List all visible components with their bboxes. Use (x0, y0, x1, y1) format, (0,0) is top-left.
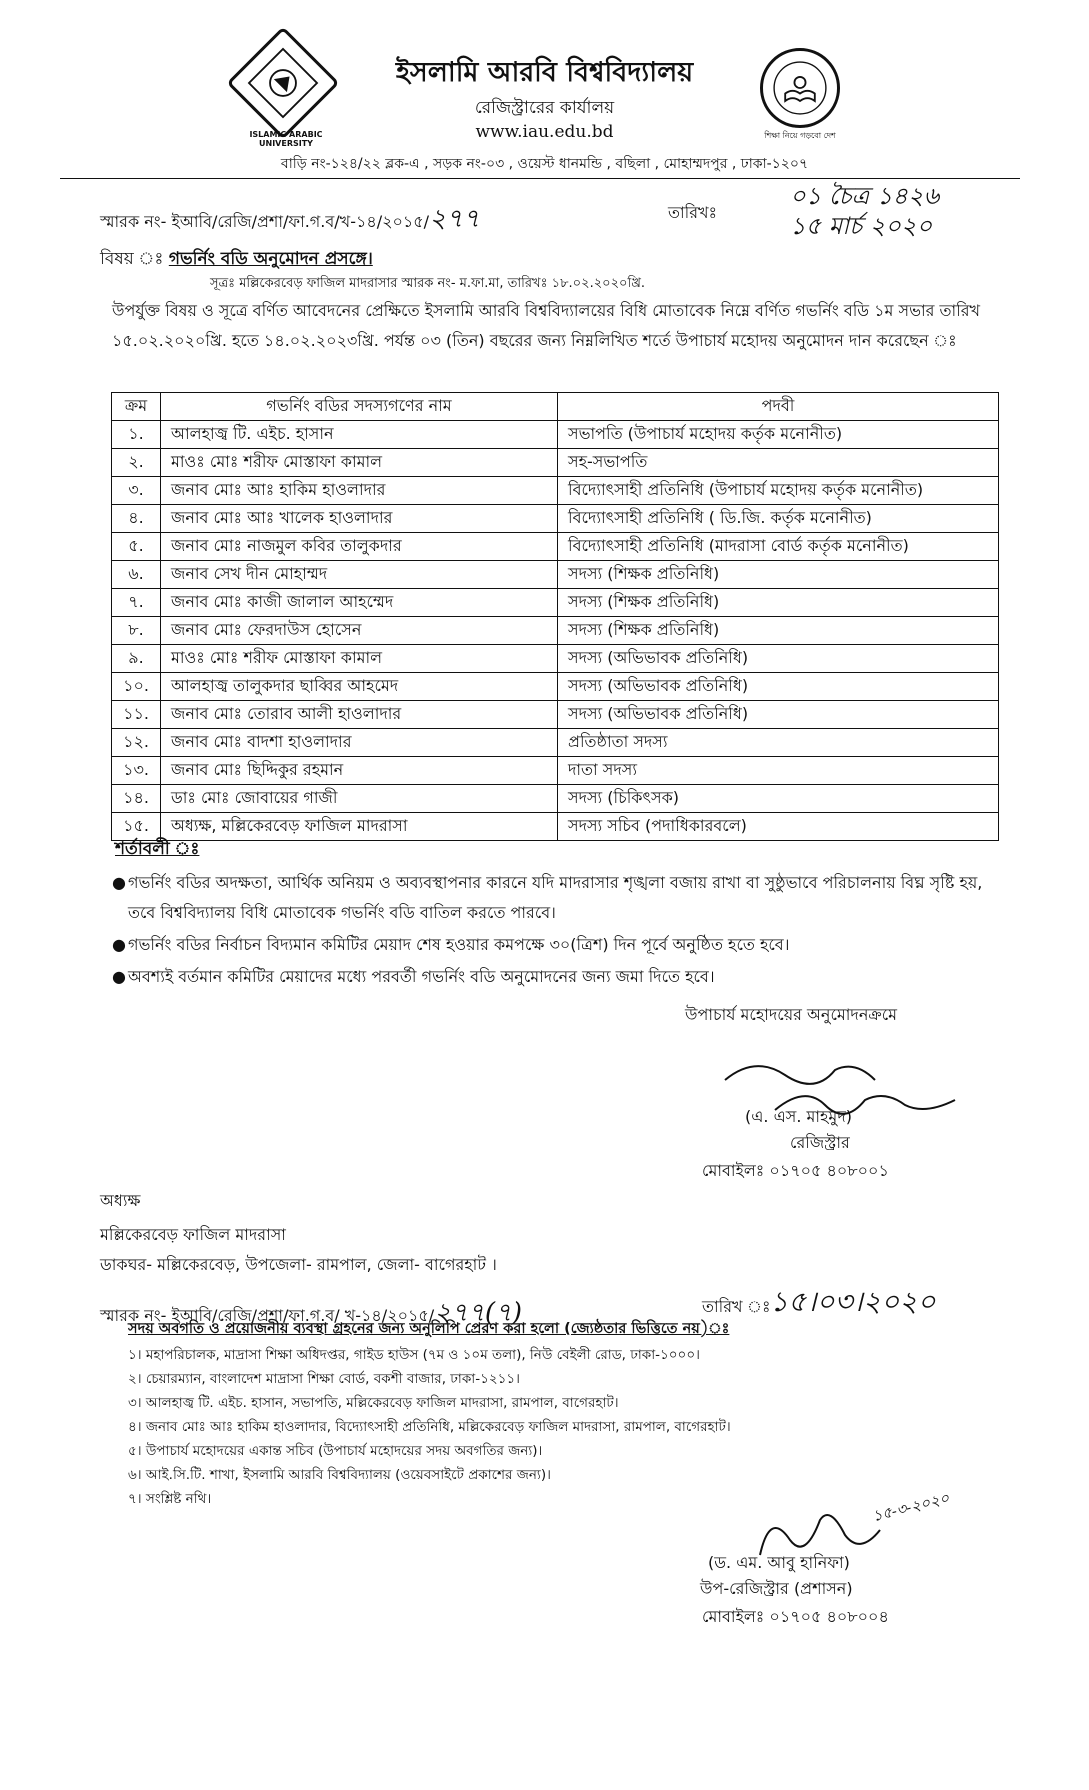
table-row (112, 505, 999, 533)
name-cell: জনাব মোঃ বাদশা হাওলাদার (161, 729, 558, 757)
memo-ref-label: স্মারক নং- ইআবি/রেজি/প্রশা/ফা.গ.ব/খ-১৪/২০১৫/ (100, 212, 430, 231)
signatory1-title: রেজিস্ট্রার (790, 1133, 850, 1152)
designation-cell: সদস্য (চিকিৎসক) (558, 785, 999, 813)
memo-date-label: তারিখঃ (668, 203, 718, 222)
name-cell: আলহাজ্ব তালুকদার ছাব্বির আহমেদ (161, 673, 558, 701)
condition-text: গভর্নিং বডির অদক্ষতা, আর্থিক অনিয়ম ও অব্যবস্থাপনার কারনে যদি মাদরাসার শৃঙ্খলা বজায় রাখা বা সুষ্ঠুভাবে পরিচালনায় বিঘ্ন সৃষ্টি হয়, তবে বিশ্ববিদ্যালয় বিধি মোতাবেক গভর্নিং বডি বাতিল করতে পারবে। (128, 873, 983, 922)
name-cell: আলহাজ্ব টি. এইচ. হাসান (161, 421, 558, 449)
table-row (112, 421, 999, 449)
designation-cell: সদস্য (অভিভাবক প্রতিনিধি) (558, 673, 999, 701)
website[interactable]: www.iau.edu.bd (475, 122, 614, 142)
col-name: গভর্নিং বডির সদস্যগণের নাম (161, 393, 558, 421)
recipient-title: অধ্যক্ষ (100, 1191, 141, 1210)
condition-item (112, 930, 1008, 960)
designation-cell: বিদ্যোৎসাহী প্রতিনিধি (উপাচার্য মহোদয় কর্তৃক মনোনীত) (558, 477, 999, 505)
name-cell: জনাব মোঃ ছিদ্দিকুর রহমান (161, 757, 558, 785)
name-cell: মাওঃ মোঃ শরীফ মোস্তাফা কামাল (161, 645, 558, 673)
table-row (112, 757, 999, 785)
name-cell: জনাব মোঃ নাজমুল কবির তালুকদার (161, 533, 558, 561)
cc-item: ৬। আই.সি.টি. শাখা, ইসলামি আরবি বিশ্ববিদ্যালয় (ওয়েবসাইটে প্রকাশের জন্য)। (128, 1467, 551, 1483)
name-cell: জনাব মোঃ কাজী জালাল আহম্মেদ (161, 589, 558, 617)
serial-cell: ১৫. (112, 813, 161, 841)
serial-cell: ১০. (112, 673, 161, 701)
condition-text: গভর্নিং বডির নির্বাচন বিদ্যমান কমিটির মেয়াদ শেষ হওয়ার কমপক্ষে ৩০(ত্রিশ) দিন পূর্বে অনুষ্ঠিত হতে হবে। (128, 935, 790, 954)
bullet-icon: ● (112, 873, 126, 892)
designation-cell: সদস্য (অভিভাবক প্রতিনিধি) (558, 645, 999, 673)
designation-cell: সদস্য (শিক্ষক প্রতিনিধি) (558, 561, 999, 589)
designation-cell: সদস্য সচিব (পদাধিকারবলে) (558, 813, 999, 841)
cc-item: ৭। সংশ্লিষ্ট নথি। (128, 1491, 212, 1507)
name-cell: জনাব মোঃ ফেরদাউস হোসেন (161, 617, 558, 645)
signature-date: ১৫-৩-২০২০ (870, 1488, 952, 1526)
serial-cell: ৮. (112, 617, 161, 645)
serial-cell: ৫. (112, 533, 161, 561)
memo2-date: ১৫।০৩।২০২০ (770, 1285, 936, 1318)
designation-cell: দাতা সদস্য (558, 757, 999, 785)
signatory2-mobile: মোবাইলঃ ০১৭০৫ ৪০৮০০৪ (702, 1607, 889, 1626)
subject (100, 246, 1060, 274)
table-row (112, 589, 999, 617)
designation-cell: বিদ্যোৎসাহী প্রতিনিধি ( ডি.জি. কর্তৃক মনোনীত) (558, 505, 999, 533)
source-reference: সূত্রঃ মল্লিকেরবেড় ফাজিল মাদরাসার স্মারক নং- ম.ফা.মা, তারিখঃ ১৮.০২.২০২০খ্রি. (210, 276, 646, 291)
serial-cell: ৯. (112, 645, 161, 673)
signatory2-title: উপ-রেজিস্ট্রার (প্রশাসন) (700, 1579, 853, 1598)
bullet-icon: ● (112, 967, 126, 986)
condition-text: অবশ্যই বর্তমান কমিটির মেয়াদের মধ্যে পরবর্তী গভর্নিং বডি অনুমোদনের জন্য জমা দিতে হবে। (128, 967, 715, 986)
col-serial: ক্রম (112, 393, 161, 421)
university-logo-text: ISLAMIC ARABIC UNIVERSITY (249, 130, 323, 148)
designation-cell: সভাপতি (উপাচার্য মহোদয় কর্তৃক মনোনীত) (558, 421, 999, 449)
condition-item (112, 962, 1008, 992)
serial-cell: ৬. (112, 561, 161, 589)
address: বাড়ি নং-১২৪/২২ ব্লক-এ , সড়ক নং-০৩ , ওয়েস্ট ধানমন্ডি , বছিলা , মোহাম্মদপুর , ঢাকা-১২০৭ (280, 156, 809, 172)
name-cell: জনাব মোঃ আঃ খালেক হাওলাদার (161, 505, 558, 533)
name-cell: জনাব সেখ দীন মোহাম্মদ (161, 561, 558, 589)
table-header-row (112, 393, 999, 421)
governing-body-table (111, 392, 999, 841)
table-row (112, 729, 999, 757)
table-row (112, 561, 999, 589)
memo2-ref-number: ২৭৭(৭) (434, 1298, 523, 1328)
table-row (112, 645, 999, 673)
memo2-ref-label: স্মারক নং- ইআবি/রেজি/প্রশা/ফা.গ.ব/ খ-১৪/২০১৫/ (100, 1306, 435, 1325)
name-cell: জনাব মোঃ তোরাব আলী হাওলাদার (161, 701, 558, 729)
signatory2-name: (ড. এম. আবু হানিফা) (708, 1553, 850, 1572)
recipient-institution: মল্লিকেরবেড় ফাজিল মাদরাসা (100, 1225, 286, 1244)
bullet-icon: ● (112, 935, 126, 954)
designation-cell: সদস্য (শিক্ষক প্রতিনিধি) (558, 617, 999, 645)
table-row (112, 533, 999, 561)
signatory1-name: (এ. এস. মাহমুদ) (745, 1107, 852, 1126)
serial-cell: ২. (112, 449, 161, 477)
table-row (112, 617, 999, 645)
designation-cell: সদস্য (শিক্ষক প্রতিনিধি) (558, 589, 999, 617)
designation-cell: প্রতিষ্ঠাতা সদস্য (558, 729, 999, 757)
serial-cell: ৭. (112, 589, 161, 617)
conditions-title: শর্তাবলী ঃ (115, 839, 200, 859)
serial-cell: ১১. (112, 701, 161, 729)
body-paragraph: উপর্যুক্ত বিষয় ও সূত্রে বর্ণিত আবেদনের প্রেক্ষিতে ইসলামি আরবি বিশ্ববিদ্যালয়ের বিধি মোতাবেক নিম্নে বর্ণিত গভর্নিং বডি ১ম সভার তারিখ ১৫.০২.২০২০খ্রি. হতে ১৪.০২.২০২৩খ্রি. পর্যন্ত ০৩ (তিন) বছরের জন্য নিম্নলিখিত শর্তে উপাচার্য মহোদয় অনুমোদন দান করেছেন ঃ (112, 301, 981, 350)
condition-item (112, 868, 1008, 928)
memo2-date-label: তারিখ ঃ (702, 1297, 771, 1316)
table-row (112, 673, 999, 701)
name-cell: অধ্যক্ষ, মল্লিকেরবেড় ফাজিল মাদরাসা (161, 813, 558, 841)
name-cell: ডাঃ মোঃ জোবায়ের গাজী (161, 785, 558, 813)
serial-cell: ৩. (112, 477, 161, 505)
cc-item: ১। মহাপরিচালক, মাদ্রাসা শিক্ষা অধিদপ্তর, গাইড হাউস (৭ম ও ১০ম তলা), নিউ বেইলী রোড, ঢাকা-১০০০। (128, 1347, 700, 1363)
signatory1-mobile: মোবাইলঃ ০১৭০৫ ৪০৮০০১ (702, 1161, 889, 1180)
subject-text: গভর্নিং বডি অনুমোদন প্রসঙ্গে। (168, 249, 373, 269)
table-row (112, 701, 999, 729)
serial-cell: ১২. (112, 729, 161, 757)
serial-cell: ১৪. (112, 785, 161, 813)
cc-heading: সদয় অবগতি ও প্রয়োজনীয় ব্যবস্থা গ্রহনের জন্য অনুলিপি প্রেরণ করা হলো (জ্যেষ্ঠতার ভিত্তিতে নয়)ঃ (128, 1321, 730, 1337)
cc-item: ২। চেয়ারম্যান, বাংলাদেশ মাদ্রাসা শিক্ষা বোর্ড, বকশী বাজার, ঢাকা-১২১১। (128, 1371, 520, 1387)
serial-cell: ৪. (112, 505, 161, 533)
cc-item: ৪। জনাব মোঃ আঃ হাকিম হাওলাদার, বিদ্যোৎসাহী প্রতিনিধি, মল্লিকেরবেড় ফাজিল মাদরাসা, রামপাল, বাগেরহাট। (128, 1419, 731, 1435)
designation-cell: সদস্য (অভিভাবক প্রতিনিধি) (558, 701, 999, 729)
table-row (112, 477, 999, 505)
serial-cell: ১. (112, 421, 161, 449)
designation-cell: সহ-সভাপতি (558, 449, 999, 477)
table-row (112, 785, 999, 813)
approval-note: উপাচার্য মহোদয়ের অনুমোদনক্রমে (685, 1005, 898, 1024)
cc-item: ৩। আলহাজ্ব টি. এইচ. হাসান, সভাপতি, মল্লিকেরবেড় ফাজিল মাদরাসা, রামপাল, বাগেরহাট। (128, 1395, 619, 1411)
motto-seal-text: শিক্ষা নিয়ে গড়বো দেশ (764, 131, 836, 140)
cc-item: ৫। উপাচার্য মহোদয়ের একান্ত সচিব (উপাচার্য মহোদয়ের সদয় অবগতির জন্য)। (128, 1443, 543, 1459)
office-name: রেজিস্ট্রারের কার্যালয় (474, 98, 615, 118)
name-cell: জনাব মোঃ আঃ হাকিম হাওলাদার (161, 477, 558, 505)
table-row (112, 449, 999, 477)
table-row (112, 813, 999, 841)
designation-cell: বিদ্যোৎসাহী প্রতিনিধি (মাদরাসা বোর্ড কর্তৃক মনোনীত) (558, 533, 999, 561)
memo-ref-number: ২৭৭ (429, 204, 480, 234)
university-name: ইসলামি আরবি বিশ্ববিদ্যালয় (395, 57, 694, 88)
memo-date-line2: ১৫ মার্চ ২০২০ (790, 212, 933, 240)
name-cell: মাওঃ মোঃ শরীফ মোস্তাফা কামাল (161, 449, 558, 477)
serial-cell: ১৩. (112, 757, 161, 785)
subject-label: বিষয় ঃ (100, 249, 164, 269)
col-designation: পদবী (558, 393, 999, 421)
recipient-address: ডাকঘর- মল্লিকেরবেড়, উপজেলা- রামপাল, জেলা- বাগেরহাট । (100, 1255, 497, 1274)
memo-date-line1: ০১ চৈত্র ১৪২৬ (790, 182, 940, 210)
